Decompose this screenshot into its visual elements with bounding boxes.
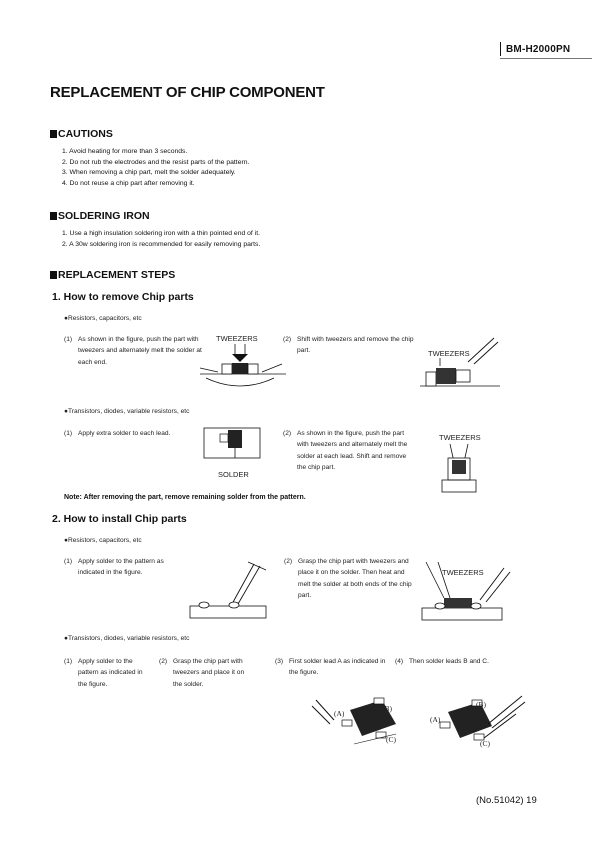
step-number: (3) [275,658,284,665]
lead-c-label: (C) [386,735,396,744]
soldering-iron-list [62,229,260,250]
step-number: (2) [283,430,292,437]
step-number: (2) [284,558,293,565]
step-text: Grasp the chip part with tweezers and place it on the solder. Then heat and melt the solder at both ends of the chip part. [298,558,412,599]
remove-transistor-step-1 [64,428,176,452]
tweezers-label: TWEEZERS [216,334,258,343]
install-transistor-step-3 [275,656,387,680]
note-text: Note: After removing the part, remove remaining solder from the pattern. [64,494,306,501]
install-transistor-lead-a-figure [310,694,410,760]
step-text: Apply solder to the pattern as indicated in the figure. [78,558,164,577]
tweezers-label: TWEEZERS [439,433,481,442]
install-transistor-step-1 [64,656,150,692]
model-number: BM-H2000PN [506,44,571,55]
remove-transistor-figure [440,444,480,494]
lead-a-label: (A) [334,709,345,718]
install-resistors-caption: ●Resistors, capacitors, etc [64,537,142,544]
install-transistor-step-4 [395,656,545,668]
cautions-list [62,147,249,190]
remove-resistor-figure [200,342,286,394]
list-item: 1. Avoid heating for more than 3 seconds. [62,148,188,155]
bullet-square-icon [50,212,57,220]
remove-transistor-step-2 [283,428,413,486]
list-item: 4. Do not reuse a chip part after removing it. [62,180,195,188]
step-text: As shown in the figure, push the part with tweezers and alternately melt the solder at each lead. Shift and remove the chip part. [297,430,408,471]
list-item: 3. When removing a chip part, melt the solder adequately. [62,169,236,177]
bullet-square-icon [50,130,57,138]
step-text: As shown in the figure, push the part with tweezers and alternately melt the solder at each end. [78,336,202,366]
list-item: 2. A 30w soldering iron is recommended for easily removing parts. [62,240,261,248]
solder-label: SOLDER [218,470,249,479]
step-text: Apply solder to the pattern as indicated in the figure. [78,658,143,688]
step-text: Then solder leads B and C. [409,658,489,665]
step-text: Shift with tweezers and remove the chip part. [297,336,414,355]
step-number: (1) [64,336,73,343]
step-number: (1) [64,658,73,665]
step-text: Grasp the chip part with tweezers and place it on the solder. [173,658,245,688]
remove-resistor-shift-figure [420,336,500,396]
step-number: (1) [64,558,73,565]
remove-transistor-solder-figure [192,426,272,470]
lead-c-label: (C) [480,739,490,748]
remove-transistors-caption: ●Transistors, diodes, variable resistors, etc [64,408,190,415]
list-item: 1. Use a high insulation soldering iron with a thin pointed end of it. [62,230,260,237]
step-text: First solder lead A as indicated in the figure. [289,658,386,677]
bullet-square-icon [50,271,57,279]
step-text: Apply extra solder to each lead. [78,430,171,437]
remove-resistor-step-1 [64,334,204,380]
step-number: (2) [159,658,168,665]
step-number: (2) [283,336,292,343]
lead-a-label: (A) [430,715,441,724]
replacement-steps-heading [50,269,175,281]
install-transistors-caption: ●Transistors, diodes, variable resistors, etc [64,635,190,642]
lead-b-label: (B) [476,700,486,709]
remove-resistor-step-2 [283,334,417,358]
page-title: REPLACEMENT OF CHIP COMPONENT [50,84,325,101]
remove-section-title: 1. How to remove Chip parts [52,291,194,303]
header-rule [500,58,592,59]
remove-resistors-caption: ●Resistors, capacitors, etc [64,315,142,322]
install-resistor-solder-figure [188,560,278,622]
cautions-heading [50,128,113,140]
soldering-iron-heading [50,210,150,222]
step-number: (4) [395,658,404,665]
install-section-title: 2. How to install Chip parts [52,513,187,525]
tweezers-label: TWEEZERS [442,568,484,577]
install-transistor-step-2 [159,656,249,692]
replacement-steps-heading-label: REPLACEMENT STEPS [58,269,176,281]
tweezers-label: TWEEZERS [428,349,470,358]
install-resistor-step-2 [284,556,412,614]
step-number: (1) [64,430,73,437]
soldering-iron-heading-label: SOLDERING IRON [58,210,150,222]
install-resistor-figure [420,560,512,622]
lead-b-label: (B) [382,704,392,713]
cautions-heading-label: CAUTIONS [58,128,113,140]
header-divider [500,42,501,56]
list-item: 2. Do not rub the electrodes and the resist parts of the pattern. [62,158,250,166]
page-footer: (No.51042) 19 [476,795,537,806]
install-resistor-step-1 [64,556,174,580]
